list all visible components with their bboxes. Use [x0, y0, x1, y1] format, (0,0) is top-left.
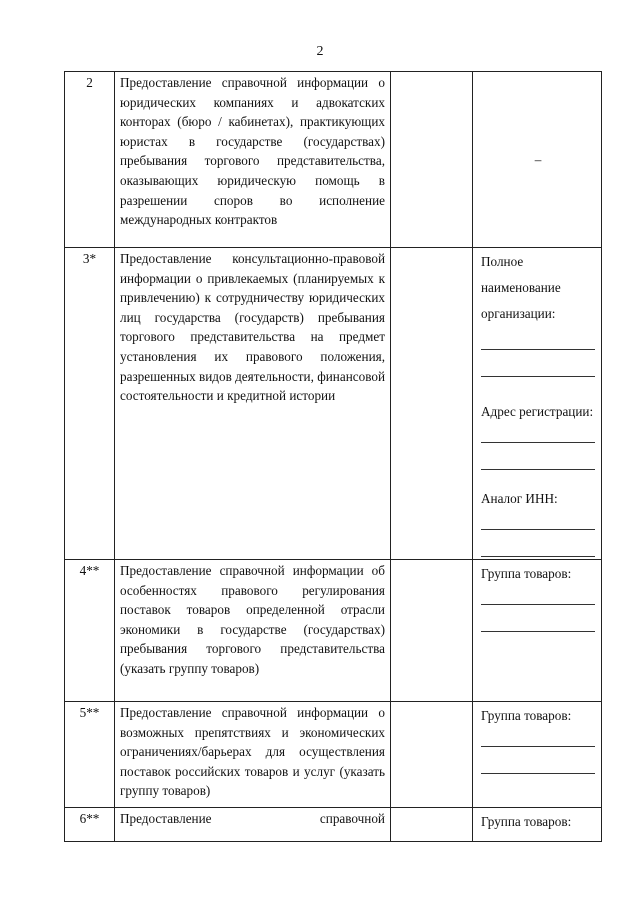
goods-group-field-2[interactable]	[481, 773, 595, 774]
address-label: Адрес регистрации:	[481, 404, 594, 419]
goods-group-label: Группа товаров:	[481, 814, 572, 829]
empty-cell	[391, 248, 473, 560]
table-row	[65, 560, 602, 702]
details-cell	[473, 72, 602, 248]
row-description	[115, 248, 391, 560]
row-number: 4**	[65, 560, 115, 702]
row-description	[115, 702, 391, 808]
empty-cell	[391, 560, 473, 702]
inn-label: Аналог ИНН:	[481, 491, 558, 506]
empty-cell	[391, 72, 473, 248]
description-text: Предоставление консультационно-правовой информации о привлекаемых (планируемых к привлечению) к сотрудничеству юридических лиц государства (государств) пребывания торгового представительства на предмет установления их правового положения, разрешенных видов деятельности, финансовой состоятельности и кредитной истории	[120, 251, 385, 404]
empty-cell	[391, 702, 473, 808]
table-row	[65, 702, 602, 808]
row-number: 3*	[65, 248, 115, 560]
description-text: Предоставление справочной информации о юридических компаниях и адвокатских конторах (бюро / кабинетах), практикующих юристах в государстве (государствах) пребывания торгового представительства, оказывающих юридическую помощь в разрешении споров во исполнение международных контрактов	[120, 75, 385, 228]
row-description	[115, 72, 391, 248]
table-row	[65, 72, 602, 248]
row-number: 2	[65, 72, 115, 248]
description-text: Предоставление справочной информации о возможных препятствиях и экономических ограничениях/барьерах для осуществления поставок российских товаров и услуг (указать группу товаров)	[120, 705, 385, 799]
goods-group-label: Группа товаров:	[481, 566, 572, 581]
goods-group-label: Группа товаров:	[481, 708, 572, 723]
row-description	[115, 560, 391, 702]
details-cell	[473, 560, 602, 702]
row-description	[115, 808, 391, 842]
goods-group-field-2[interactable]	[481, 631, 595, 632]
details-cell	[473, 248, 602, 560]
details-cell	[473, 808, 602, 842]
dash-value: –	[534, 152, 542, 168]
row-number: 5**	[65, 702, 115, 808]
details-cell	[473, 702, 602, 808]
table-row	[65, 808, 602, 842]
page-number: 2	[316, 44, 324, 59]
empty-cell	[391, 808, 473, 842]
inn-field-2[interactable]	[481, 556, 595, 557]
description-text: Предоставление справочной	[120, 811, 385, 826]
table-row	[65, 248, 602, 560]
services-table	[64, 71, 602, 842]
org-name-label: Полное наименование организации:	[481, 254, 561, 321]
description-text: Предоставление справочной информации об особенностях правового регулирования поставок товаров определенной отрасли экономики в государстве (государствах) пребывания торгового представительства (указать группу товаров)	[120, 563, 385, 676]
row-number: 6**	[65, 808, 115, 842]
